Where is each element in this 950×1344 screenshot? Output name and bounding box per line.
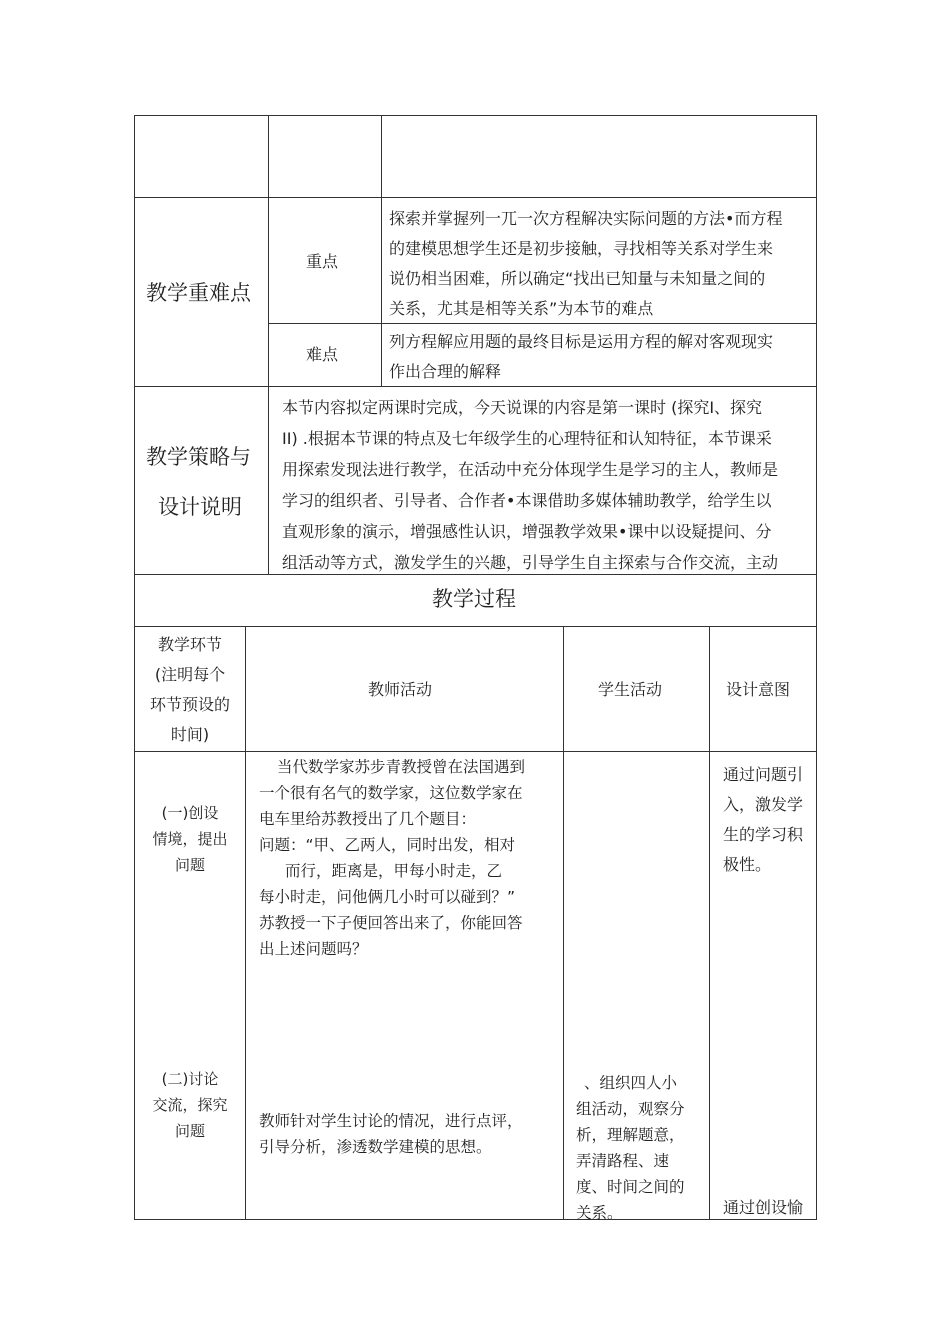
header-stage: 教学环节 (注明每个 环节预设的 时间) xyxy=(149,635,230,744)
table-border xyxy=(816,115,817,1220)
strategy-label-line2: 设计说明 xyxy=(158,495,242,519)
table-border xyxy=(134,1219,817,1220)
table-border xyxy=(134,626,817,627)
stage2-design-intent: 通过创设愉 xyxy=(723,1198,804,1217)
header-teacher-activity: 教师活动 xyxy=(368,680,433,699)
stage1-label: (一)创设 情境，提出 问题 xyxy=(152,804,228,874)
stage2-student-activity: 、组织四人小 组活动，观察分 析，理解题意， 弄清路程、速 度、时间之间的 关系。 xyxy=(576,1074,685,1222)
header-design-intent: 设计意图 xyxy=(726,680,791,699)
table-border xyxy=(134,115,817,116)
difficulty-section-label: 教学重难点 xyxy=(146,281,251,305)
strategy-text: 本节内容拟定两课时完成，今天说课的内容是第一课时 (探究I、探究 II) .根据本节课的特点及七年级学生的心理特征和认知特征，本节课采 用探索发现法进行教学，在活动中充分体现学生是学习的主人，教师是 学习的组织者、引导者、合作者•本课借助多媒体辅助教学，给学生以 直观形象的演示，增强感性认识，增强教学效果•课中以设疑提问、分 组活动等方式，激发学生的兴趣，引导学生自主探索与合作交流，主动 xyxy=(282,398,779,572)
table-border xyxy=(381,115,382,387)
header-student-activity: 学生活动 xyxy=(598,680,663,699)
key-point-label: 重点 xyxy=(306,252,339,271)
table-border xyxy=(268,115,269,575)
table-border xyxy=(134,197,817,198)
table-border xyxy=(709,626,710,1220)
stage2-label: (二)讨论 交流，探究 问题 xyxy=(152,1070,228,1140)
stage1-teacher-activity: 当代数学家苏步青教授曾在法国遇到 一个很有名气的数学家，这位数学家在 电车里给苏教授出了几个题目： 问题：“甲、乙两人，同时出发，相对 而行，距离是，甲每小时走，乙 每小时走，问他俩几小时可以碰到？” 苏教授一下子便回答出来了，你能回答 出上述问题吗？ xyxy=(259,758,526,958)
difficult-point-label: 难点 xyxy=(306,345,339,364)
table-border xyxy=(134,751,817,752)
process-title: 教学过程 xyxy=(432,587,516,611)
difficult-point-text: 列方程解应用题的最终目标是运用方程的解对客观现实 作出合理的解释 xyxy=(389,332,774,381)
table-border xyxy=(563,626,564,1220)
strategy-label-line1: 教学策略与 xyxy=(146,445,251,469)
stage2-teacher-activity: 教师针对学生讨论的情况，进行点评， 引导分析，渗透数学建模的思想。 xyxy=(259,1112,523,1156)
table-border xyxy=(245,626,246,1220)
table-border xyxy=(134,115,135,1220)
key-point-text: 探索并掌握列一兀一次方程解决实际问题的方法•而方程 的建模思想学生还是初步接触，寻找相等关系对学生来 说仍相当困难，所以确定“找出已知量与未知量之间的 关系，尤其是相等关系”为本节的难点 xyxy=(389,209,783,318)
stage1-design-intent: 通过问题引 入，激发学 生的学习积 极性。 xyxy=(723,765,804,874)
